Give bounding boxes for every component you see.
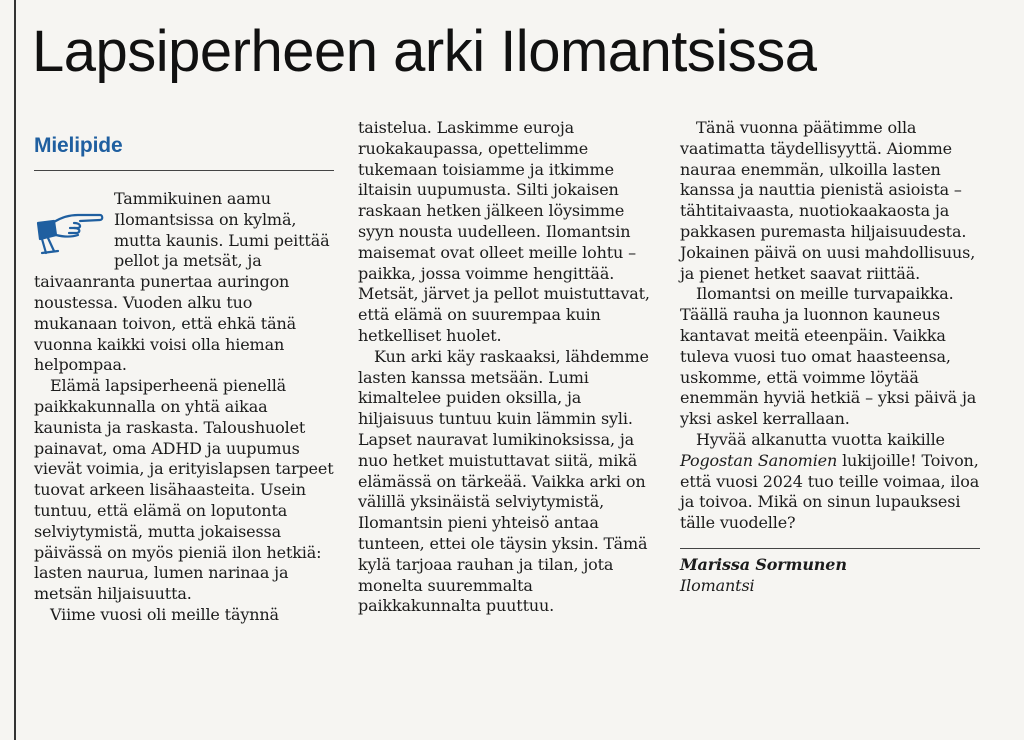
paragraph-5: Kun arki käy raskaaksi, lähdemme lasten kanssa metsään. Lumi kimaltelee puiden oksilla, ja hiljaisuus tuntuu kuin lämmin syli. Lapset nauravat lumikinoksissa, ja nuo hetket muistuttavat siitä, mikä elämässä on tärkeää. Vaikka arki on välillä yksinäistä selviytymistä, Ilomantsin pieni yhteisö antaa tunteen, ettei ole täysin yksin. Tämä kylä tarjoaa rauhan ja tilan, jota monelta suuremmalta paikkakunnalta puuttuu. [358,346,649,616]
column-2 [358,118,658,617]
headline: Lapsiperheen arki Ilomantsissa [32,19,817,84]
paragraph-8-start: Hyvää alkanutta vuotta kaikille [696,429,945,449]
lead-paragraph-wrap [34,189,334,376]
column-3 [680,118,980,597]
paragraph-8-end: lukijoille! Toivon, että vuosi 2024 tuo teille voimaa, iloa ja toivoa. Mikä on sinun lupauksesi tälle vuodelle? [680,450,980,533]
pointing-hand-icon [34,201,106,261]
paragraph-3: Viime vuosi oli meille täynnä [50,604,279,624]
left-margin-rule [14,0,16,740]
newspaper-name: Pogostan Sanomien [680,450,838,470]
paragraph-6: Tänä vuonna päätimme olla vaatimatta täydellisyyttä. Aiomme nauraa enemmän, ulkoilla lasten kanssa ja nauttia pienistä asioista – tähtitaivaasta, nuotiokaakaosta ja pakkasen puremasta hiljaisuudesta. Jokainen päivä on uusi mahdollisuus, ja pienet hetket saavat riittää. [680,118,976,283]
paragraph-1: Tammikuinen aamu Ilomantsissa on kylmä, mutta kaunis. Lumi peittää pellot ja metsät, ja taivaanranta punertaa auringon noustessa. Vuoden alku tuo mukanaan toivon, että ehkä tänä vuonna kaikki voisi olla hieman helpompaa. [34,189,330,375]
section-label: Mielipide [34,134,123,157]
column-1 [34,112,334,626]
author-name: Marissa Sormunen [680,554,847,574]
paragraph-4: taistelua. Laskimme euroja ruokakaupassa, opettelimme tukemaan toisiamme ja itkimme iltaisin uupumusta. Silti jokaisen raskaan hetken jälkeen löysimme syyn nousta uudelleen. Ilomantsin maisemat ovat olleet meille lohtu – paikka, jossa voimme hengittää. Metsät, järvet ja pellot muistuttavat, että elämä on suurempaa kuin hetkelliset huolet. [358,118,650,345]
paragraph-8 [680,430,980,534]
signature-divider [680,548,980,549]
author-location: Ilomantsi [680,575,755,595]
paragraph-7: Ilomantsi on meille turvapaikka. Täällä rauha ja luonnon kauneus kantavat meitä eteenpäin. Vaikka tuleva vuosi tuo omat haasteensa, uskomme, että voimme löytää enemmän hyviä hetkiä – yksi päivä ja yksi askel kerrallaan. [680,284,977,429]
section-divider [34,170,334,171]
paragraph-2: Elämä lapsiperheenä pienellä paikkakunnalla on yhtä aikaa kaunista ja raskasta. Taloushuolet painavat, oma ADHD ja uupumus vievät voimia, ja erityislapsen tarpeet tuovat arkeen lisähaasteita. Usein tuntuu, että elämä on loputonta selviytymistä, mutta jokaisessa päivässä on myös pieniä ilon hetkiä: lasten naurua, lumen narinaa ja metsän hiljaisuutta. [34,376,334,604]
